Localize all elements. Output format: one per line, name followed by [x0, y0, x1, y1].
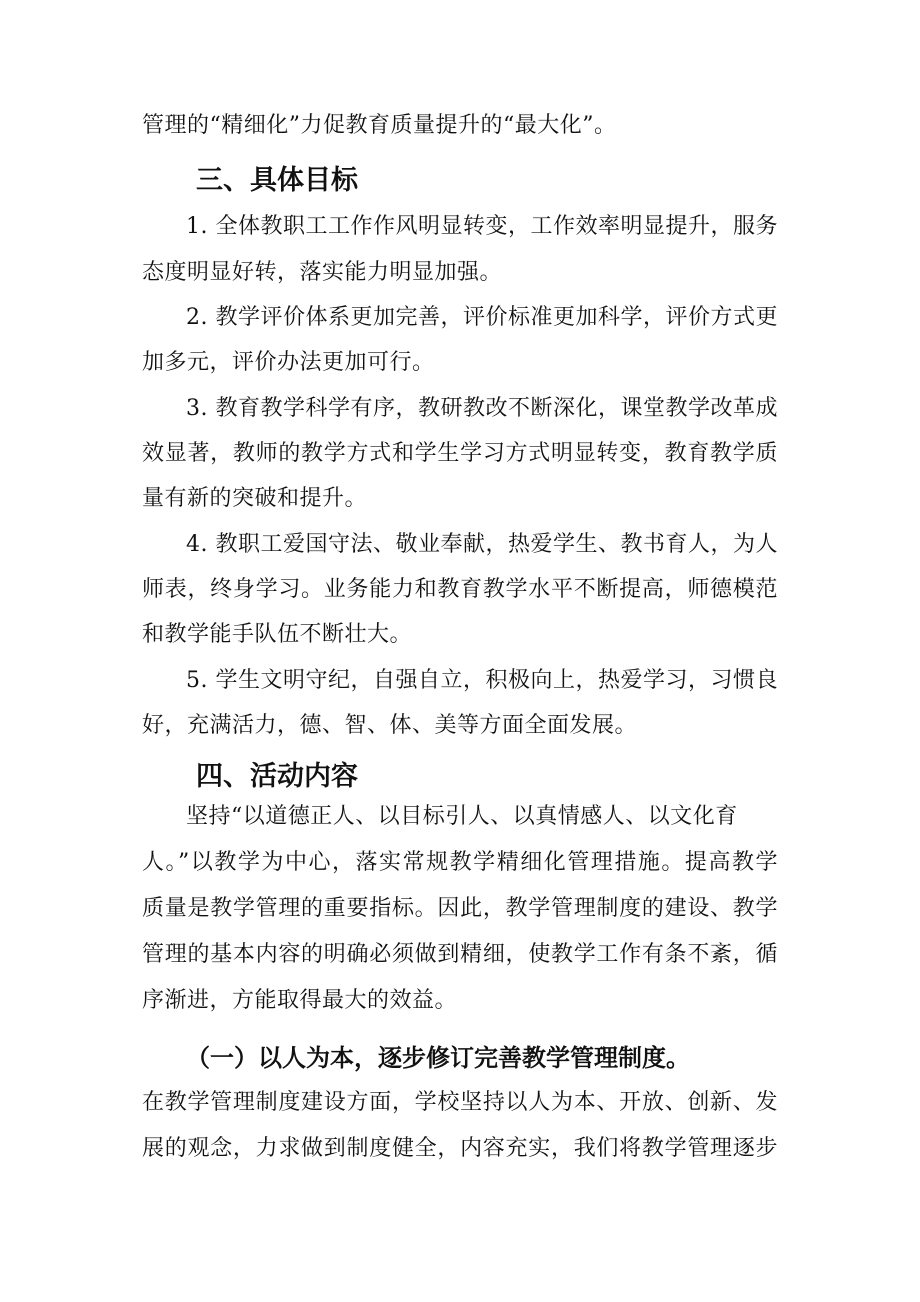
goal-item-4-line-3: 和教学能手队伍不断壮大。: [142, 622, 413, 647]
goal-item-3-line-2: 效显著，教师的教学方式和学生学习方式明显转变，教育教学质: [142, 441, 778, 466]
subsection-1-para-line-2: 展的观念，力求做到制度健全，内容充实，我们将教学管理逐步: [142, 1136, 778, 1161]
goal-item-2-line-1: 2. 教学评价体系更加完善，评价标准更加科学，评价方式更: [186, 305, 778, 330]
section-4-heading: 四、活动内容: [196, 761, 358, 792]
goal-item-5-line-1: 5. 学生文明守纪，自强自立，积极向上，热爱学习，习惯良: [186, 668, 778, 693]
activity-para-line-4: 管理的基本内容的明确必须做到精细，使教学工作有条不紊，循: [142, 942, 778, 967]
section-3-heading: 三、具体目标: [196, 165, 358, 196]
subsection-1-para-line-1: 在教学管理制度建设方面，学校坚持以人为本、开放、创新、发: [142, 1090, 778, 1115]
goal-item-1-line-2: 态度明显好转，落实能力明显加强。: [142, 260, 503, 285]
goal-item-2-line-2: 加多元，评价办法更加可行。: [142, 350, 435, 375]
goal-item-1-line-1: 1. 全体教职工工作作风明显转变，工作效率明显提升，服务: [186, 214, 778, 239]
activity-para-line-3: 质量是教学管理的重要指标。因此，教学管理制度的建设、教学: [142, 896, 778, 921]
goal-item-4-line-2: 师表，终身学习。业务能力和教育教学水平不断提高，师德模范: [142, 577, 778, 602]
goal-item-3-line-1: 3. 教育教学科学有序，教研教改不断深化，课堂教学改革成: [186, 396, 778, 421]
goal-item-5-line-2: 好，充满活力，德、智、体、美等方面全面发展。: [142, 713, 638, 738]
intro-tail-text: 管理的“精细化”力促教育质量提升的“最大化”。: [142, 113, 617, 138]
activity-para-line-1: 坚持“以道德正人、以目标引人、以真情感人、以文化育: [186, 804, 738, 829]
goal-item-4-line-1: 4. 教职工爱国守法、敬业奉献，热爱学生、教书育人，为人: [186, 532, 778, 557]
activity-para-line-5: 序渐进，方能取得最大的效益。: [142, 988, 458, 1013]
activity-para-line-2: 人。”以教学为中心，落实常规教学精细化管理措施。提高教学: [142, 850, 778, 875]
subsection-1-heading: （一）以人为本，逐步修订完善教学管理制度。: [186, 1043, 690, 1072]
goal-item-3-line-3: 量有新的突破和提升。: [142, 486, 368, 511]
